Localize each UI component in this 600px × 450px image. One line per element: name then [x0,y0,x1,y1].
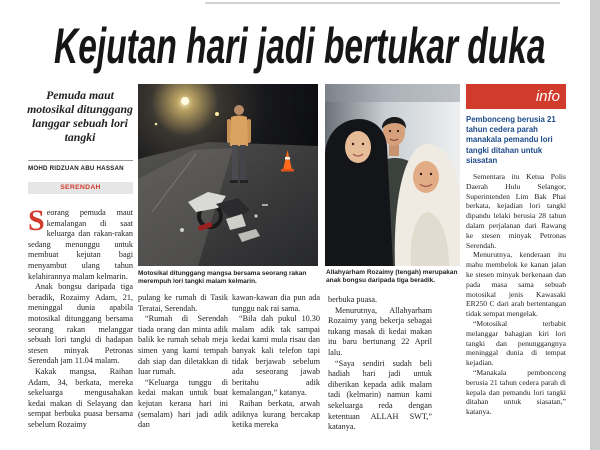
headline: Kejutan hari jadi bertukar duka [54,18,546,74]
paragraph: Raihan berkata, arwah adiknya kurang bercakap ketika mereka [232,398,320,430]
paragraph: Sementara itu Ketua Polis Daerah Hulu Selangor, Superintenden Lim Bak Phai berkata, kejadian lori tangki dipandu lelaki berusia 28 tahun dalam perjalanan dari Rawang ke stesen minyak Petronas Serendah. [466,172,566,250]
article-column-2 [138,293,228,431]
paragraph: kawan-kawan dia pun ada tunggu nak rai sama. [232,293,320,313]
article-column-3 [232,293,320,431]
paragraph: Menurutnya, kenderaan itu mahu membelok ke kanan jalan ke stesen minyak berkenaan dan pada masa sama sebuah motosikal jenis Kawasaki ER250 C dari arah bertentangan tidak sempat mengelak. [466,250,566,319]
paragraph: “Saya sendiri sudah beli hadiah hari jadi untuk diberikan kepada adik malam tadi (kelmarin) namun kami sekeluarga reda dengan ketentuan ALLAH SWT,” katanya. [328,358,432,432]
paragraph: “Motosikal terbabit melanggar bahagian kiri lori tangki dan penunggangnya meninggal dunia di tempat kejadian. [466,318,566,368]
paragraph: “Manakala pembonceng berusia 21 tahun cedera parah di kepala dan pemandu lori tangki ditahan untuk siasatan,” katanya. [466,367,566,417]
photo-caption: Motosikal ditunggang mangsa bersama seorang rakan merempuh lori tangki malam kelmarin. [138,270,307,285]
info-box-label: info [466,84,566,109]
paragraph: berbuka puasa. [328,295,378,304]
info-box-column [466,172,566,417]
subheadline: Pemuda maut motosikal ditunggang langgar sebuah lori tangki [27,88,133,144]
top-rule [205,2,560,4]
accident-scene-photo [138,84,318,266]
paragraph: Seorang pemuda maut kemalangan di saat keluarga dan rakan-rakan sedang menunggu untuk membuat kejutan bagi menyambut ulang tahun kelahirannya malam kelmarin. [28,204,133,281]
paragraph: pulang ke rumah di Tasik Teratai, Serendah. [138,293,228,313]
woman-black-hijab-figure [325,119,393,266]
paragraph: “Bila dah pukul 10.30 malam adik tak sampai kedai kami mula risau dan banyak kali telefon tapi tidak berjawab sebelum ada seseorang jawab beritahu adik kemalangan,” katanya. [232,314,320,398]
headline-container [0,14,600,78]
info-box-summary: Pembonceng berusia 21 tahun cedera parah manakala pemandu lori tangki ditahan untuk siasatan [466,115,556,165]
photo-caption: Allahyarham Rozaimy (tengah) merupakan anak bongsu daripada tiga beradik. [326,269,458,284]
paragraph: Menurutnya, Allahyarham Rozaimy yang bekerja sebagai tukang masak di kedai makan itu baru bertunang 22 April lalu. [328,305,432,357]
dateline: SERENDAH [28,182,133,194]
family-photo [325,84,460,266]
paragraph: “Rumah di Serendah tiada orang dan minta adik balik ke rumah sebab meja simen yang kami tempah dah siap dan diletakkan di luar rumah. [138,314,228,377]
article-column-1 [28,204,133,430]
paragraph: Anak bongsu daripada tiga beradik, Rozaimy Adam, 21, meninggal dunia apabila motosikal ditunggang bersama seorang rakan melanggar sebuah lori tangki di hadapan stesen minyak Petronas Serendah jam 11.04 malam. [28,282,133,366]
paragraph: Kakak mangsa, Raihan Adam, 34, berkata, mereka sekeluarga mengusahakan kedai makan di Selayang dan sempat berbuka puasa bersama sebelum Rozaimy [28,366,133,429]
article-column-4 [328,295,432,433]
paragraph: “Keluarga tunggu di kedai makan untuk buat kejutan kerana hari ini (semalam) hari jadi adik dan [138,377,228,430]
byline: MOHD RIDZUAN ABU HASSAN [28,160,133,173]
